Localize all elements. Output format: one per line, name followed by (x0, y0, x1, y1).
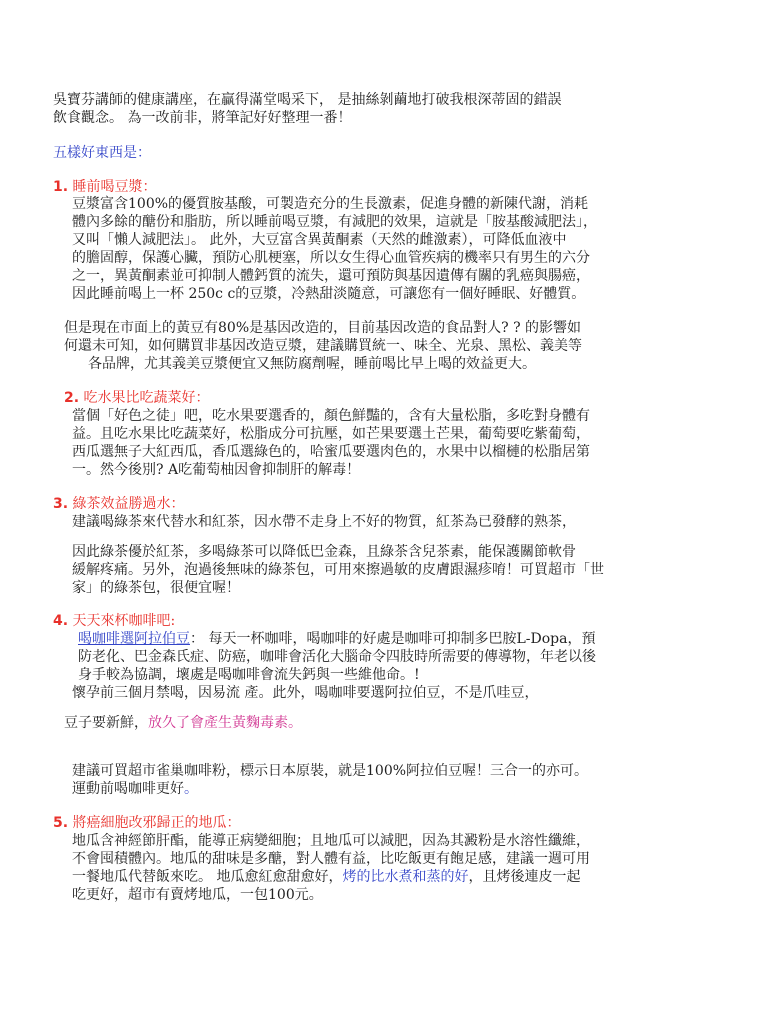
section-1-line-2: 體內多餘的醣份和脂肪，所以睡前喝豆漿，有減肥的效果，這就是「胺基酸減肥法」， (72, 214, 597, 230)
advice-2-period: 。 (184, 781, 198, 797)
section-5-line-2: 不會囤積體內。地瓜的甜味是多醣，對人體有益，比吃飯更有飽足感，建議一週可用 (72, 851, 590, 867)
section-3-line-2: 因此綠茶優於紅茶，多喝綠茶可以降低巴金森，且綠茶含兒茶素，能保護關節軟骨 (72, 544, 576, 560)
section-4-line-3: 身手較為協調，壞處是喝咖啡會流失鈣與一些維他命。! (78, 667, 420, 683)
section-5-title: 將癌細胞改邪歸正的地瓜： (72, 815, 241, 831)
section-2-number: 2. (64, 390, 80, 406)
section-3-line-3: 緩解疼痛。另外，泡過後無味的綠茶包，可用來擦過敏的皮膚跟濕疹唷！可買超市「世 (72, 562, 604, 578)
intro-line-1: 吳寶芬講師的健康講座，在贏得滿堂喝采下， 是抽絲剝繭地打破我根深蒂固的錯誤 (53, 92, 562, 108)
section-3-line-4: 家」的綠茶包，很便宜喔！ (72, 580, 240, 596)
section-1-number: 1. (53, 179, 69, 195)
section-4-title: 天天來杯咖啡吧: (72, 613, 176, 629)
fresh-beans-text: 豆子要新鮮， (64, 715, 148, 731)
section-5-line-3-tail: ，且烤後連皮一起 (468, 869, 581, 885)
section-5-line-3-text: 一餐地瓜代替飯來吃。 地瓜愈紅愈甜愈好， (72, 869, 343, 885)
section-4-number: 4. (53, 613, 69, 629)
section-4-line-2: 防老化、巴金森氏症、防癌，咖啡會活化大腦命令四肢時所需要的傳導物，年老以後 (78, 649, 596, 665)
section-2-heading (64, 389, 210, 407)
section-2-line-1: 當個「好色之徒」吧，吃水果要選香的，顏色鮮豔的，含有大量松脂，多吃對身體有 (72, 408, 590, 424)
aflatoxin-warning: 放久了會產生黃麴毒素。 (148, 715, 302, 731)
section-4-pregnancy-line: 懷孕前三個月禁喝，因易流 產。此外，喝咖啡要選阿拉伯豆，不是爪哇豆， (72, 685, 539, 701)
section-4-advice-line-1: 建議可買超市雀巢咖啡粉，標示日本原裝，就是100%阿拉伯豆喔！三合一的亦可。 (72, 763, 589, 779)
section-5-line-1: 地瓜含神經節肝酯，能導正病變細胞；且地瓜可以減肥，因為其澱粉是水溶性纖維， (72, 833, 590, 849)
section-1-line-5: 之一，異黃酮素並可抑制人體鈣質的流失，還可預防與基因遺傳有關的乳癌與腸癌， (72, 268, 590, 284)
section-4-fresh-line (64, 714, 302, 732)
section-3-heading (53, 495, 185, 513)
section-5-line-3 (72, 868, 580, 886)
section-2-line-4: 一。然今後別? A吃葡萄柚因會抑制肝的解毒！ (72, 462, 361, 478)
section-1-line-3: 又叫「懶人減肥法」。 此外，大豆富含異黃酮素（天然的雌激素），可降低血液中 (72, 232, 567, 248)
section-4-advice-line-2 (72, 780, 198, 798)
section-1-title: 睡前喝豆漿： (72, 179, 157, 195)
section-3-number: 3. (53, 496, 69, 512)
section-1-line-4: 的膽固醇，保護心臟，預防心肌梗塞，所以女生得心血管疾病的機率只有男生的六分 (72, 250, 590, 266)
section-2-title: 吃水果比吃蔬菜好： (83, 390, 210, 406)
arabica-link[interactable]: 喝咖啡選阿拉伯豆 (78, 631, 190, 647)
section-3-line-1: 建議喝綠茶來代替水和紅茶，因水帶不走身上不好的物質，紅茶為已發酵的熟茶， (72, 514, 576, 530)
intro-line-2: 飲食觀念。 為一改前非，將筆記好好整理一番！ (53, 110, 352, 126)
section-2-line-3: 西瓜選無子大紅西瓜，香瓜選綠色的，哈蜜瓜要選肉色的，水果中以榴槤的松脂居第 (72, 444, 590, 460)
list-title: 五樣好東西是： (53, 145, 151, 161)
section-3-title: 綠茶效益勝過水： (72, 496, 185, 512)
section-5-heading (53, 814, 241, 832)
section-4-line-1-text: ： 每天一杯咖啡，喝咖啡的好處是咖啡可抑制多巴胺L-Dopa，預 (190, 631, 596, 647)
section-5-number: 5. (53, 815, 69, 831)
advice-2-text: 運動前喝咖啡更好 (72, 781, 184, 797)
section-5-line-4: 吃更好，超市有賣烤地瓜，一包100元。 (72, 887, 323, 903)
section-1-note-line-1: 但是現在市面上的黃豆有80%是基因改造的，目前基因改造的食品對人? ? 的影響如 (64, 320, 582, 336)
section-1-note-line-3: 各品牌，尤其義美豆漿便宜又無防腐劑喔，睡前喝比早上喝的效益更大。 (88, 356, 536, 372)
section-4-heading (53, 612, 175, 630)
roasted-better-text: 烤的比水煮和蒸的好 (342, 869, 469, 885)
section-1-note-line-2: 何還未可知，如何購買非基因改造豆漿，建議購買統一、味全、光泉、黑松、義美等 (64, 338, 582, 354)
section-2-line-2: 益。且吃水果比吃蔬菜好，松脂成分可抗壓，如芒果要選土芒果，葡萄要吃紫葡萄， (72, 426, 590, 442)
section-4-line-1 (78, 630, 595, 648)
section-1-heading (53, 178, 157, 196)
section-1-line-6: 因此睡前喝上一杯 250c c的豆漿，冷熱甜淡隨意，可讓您有一個好睡眠、好體質。 (72, 286, 586, 302)
section-1-line-1: 豆漿富含100%的優質胺基酸，可製造充分的生長激素，促進身體的新陳代謝，消耗 (72, 196, 589, 212)
